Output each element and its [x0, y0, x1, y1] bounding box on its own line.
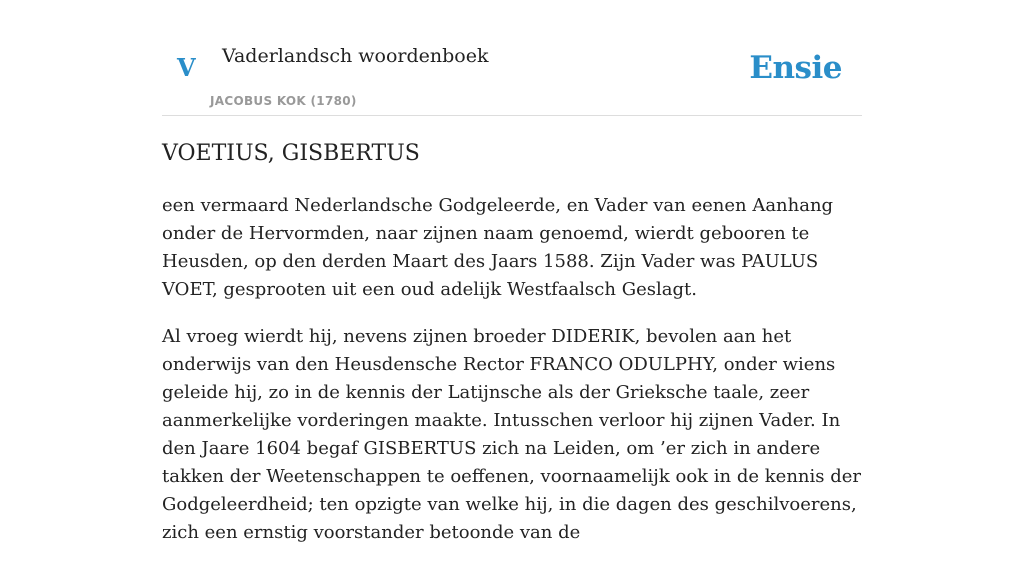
book-letter-badge[interactable]: V	[177, 53, 196, 82]
entry-paragraph: Al vroeg wierdt hij, nevens zijnen broeder DIDERIK, bevolen aan het onderwijs van den Heusdensche Rector FRANCO ODULPHY, onder wiens geleide hij, zo in de kennis der Latijnsche als der Grieksche taale, zeer aanmerkelijke vorderingen maakte. Intusschen verloor hij zijnen Vader. In den Jaare 1604 begaf GISBERTUS zich na Leiden, om ’er zich in andere takken der Weetenschappen te oeffenen, voornaamelijk ook in de kennis der Godgeleerdheid; ten opzigte van welke hij, in die dagen des geschilvoerens, zich een ernstig voorstander betoonde van de	[162, 326, 861, 543]
entry-title: VOETIUS, GISBERTUS	[162, 141, 420, 166]
page	[162, 0, 862, 543]
book-title-link[interactable]: Vaderlandsch woordenboek	[222, 45, 489, 67]
book-header	[162, 0, 862, 116]
book-author: JACOBUS KOK (1780)	[210, 94, 357, 108]
entry-paragraph: een vermaard Nederlandsche Godgeleerde, en Vader van eenen Aanhang onder de Hervormden, naar zijnen naam genoemd, wierdt gebooren te Heusden, op den derden Maart des Jaars 1588. Zijn Vader was PAULUS VOET, gesprooten uit een oud adelijk Westfaalsch Geslagt.	[162, 195, 834, 300]
entry-body	[162, 192, 862, 566]
ensie-logo-link[interactable]: Ensie	[749, 50, 842, 86]
